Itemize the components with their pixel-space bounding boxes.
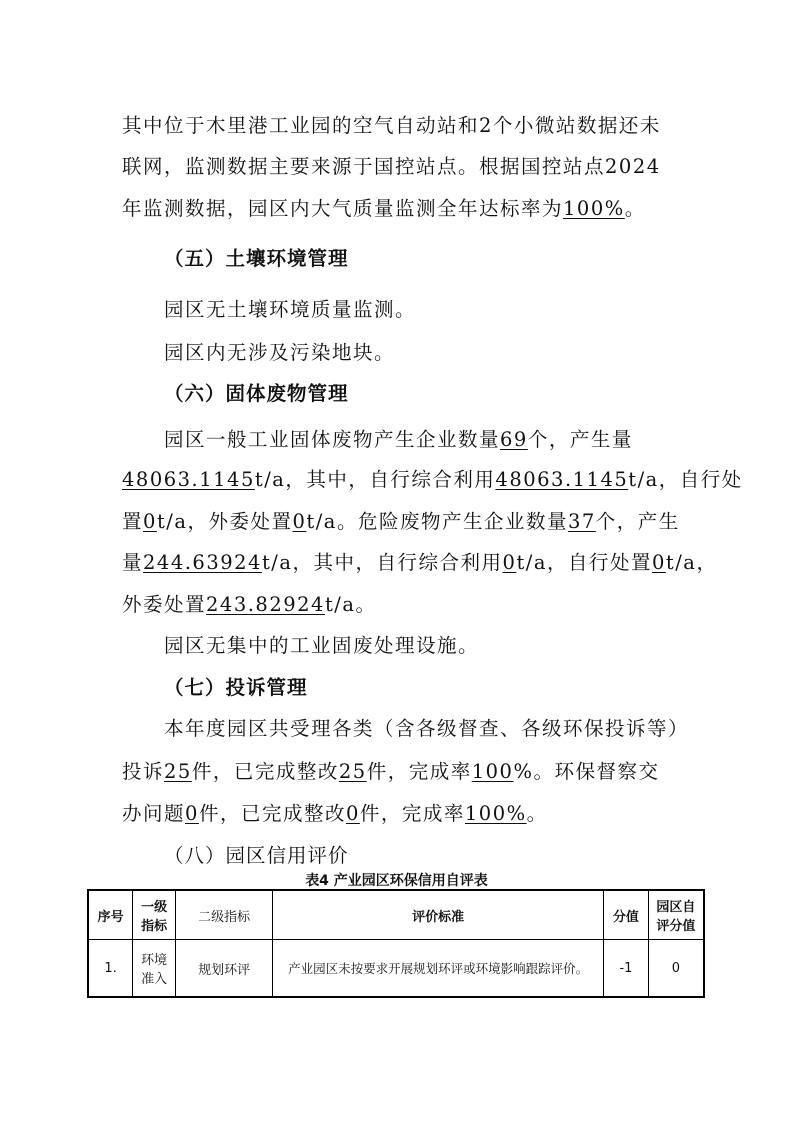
para1-line1: 其中位于木里港工业园的空气自动站和2个小微站数据还未 (122, 114, 661, 137)
cell-level1: 环境准入 (133, 940, 176, 998)
header-level1: 一级指标 (133, 890, 176, 940)
waste-paragraph-2: 园区无集中的工业固废处理设施。 (164, 634, 480, 657)
cell-score: -1 (604, 940, 649, 998)
waste-line-3: 置0t/a，外委处置0t/a。危险废物产生企业数量37个，产生 (122, 510, 680, 533)
cell-criteria: 产业园区未按要求开展规划环评或环境影响跟踪评价。 (273, 940, 604, 998)
complaints-line-1: 本年度园区共受理各类（含各级督查、各级环保投诉等） (164, 717, 690, 740)
credit-evaluation-table (87, 889, 705, 998)
cell-seq: 1. (88, 940, 133, 998)
header-level2: 二级指标 (176, 890, 273, 940)
para1-line2: 联网，监测数据主要来源于国控站点。根据国控站点2024 (122, 155, 661, 178)
section-heading-solid-waste: （六）固体废物管理 (164, 382, 349, 405)
section-heading-soil: （五）土壤环境管理 (164, 247, 349, 270)
waste-line-1: 园区一般工业固体废物产生企业数量69个，产生量 (164, 428, 633, 451)
table-caption: 表4 产业园区环保信用自评表 (305, 873, 488, 889)
cell-self-score: 0 (648, 940, 704, 998)
complaints-line-2: 投诉25件，已完成整改25件，完成率100%。环保督察交 (122, 760, 660, 783)
table-row (88, 940, 704, 998)
complaints-line-3: 办问题0件，已完成整改0件，完成率100%。 (122, 802, 548, 825)
header-score: 分值 (604, 890, 649, 940)
table-header-row (88, 890, 704, 940)
header-criteria: 评价标准 (273, 890, 604, 940)
waste-line-4: 量244.63924t/a，其中，自行综合利用0t/a，自行处置0t/a， (122, 551, 718, 574)
header-self-score: 园区自评分值 (648, 890, 704, 940)
soil-paragraph-1: 园区无土壤环境质量监测。 (164, 298, 417, 321)
cell-level2: 规划环评 (176, 940, 273, 998)
section-heading-credit: （八）园区信用评价 (164, 844, 349, 867)
para1-line3: 年监测数据，园区内大气质量监测全年达标率为100%。 (122, 197, 646, 220)
soil-paragraph-2: 园区内无涉及污染地块。 (164, 341, 396, 364)
waste-line-2: 48063.1145t/a，其中，自行综合利用48063.1145t/a，自行处 (122, 468, 743, 491)
section-heading-complaints: （七）投诉管理 (164, 676, 308, 699)
waste-line-5: 外委处置243.82924t/a。 (122, 593, 377, 616)
header-seq: 序号 (88, 890, 133, 940)
